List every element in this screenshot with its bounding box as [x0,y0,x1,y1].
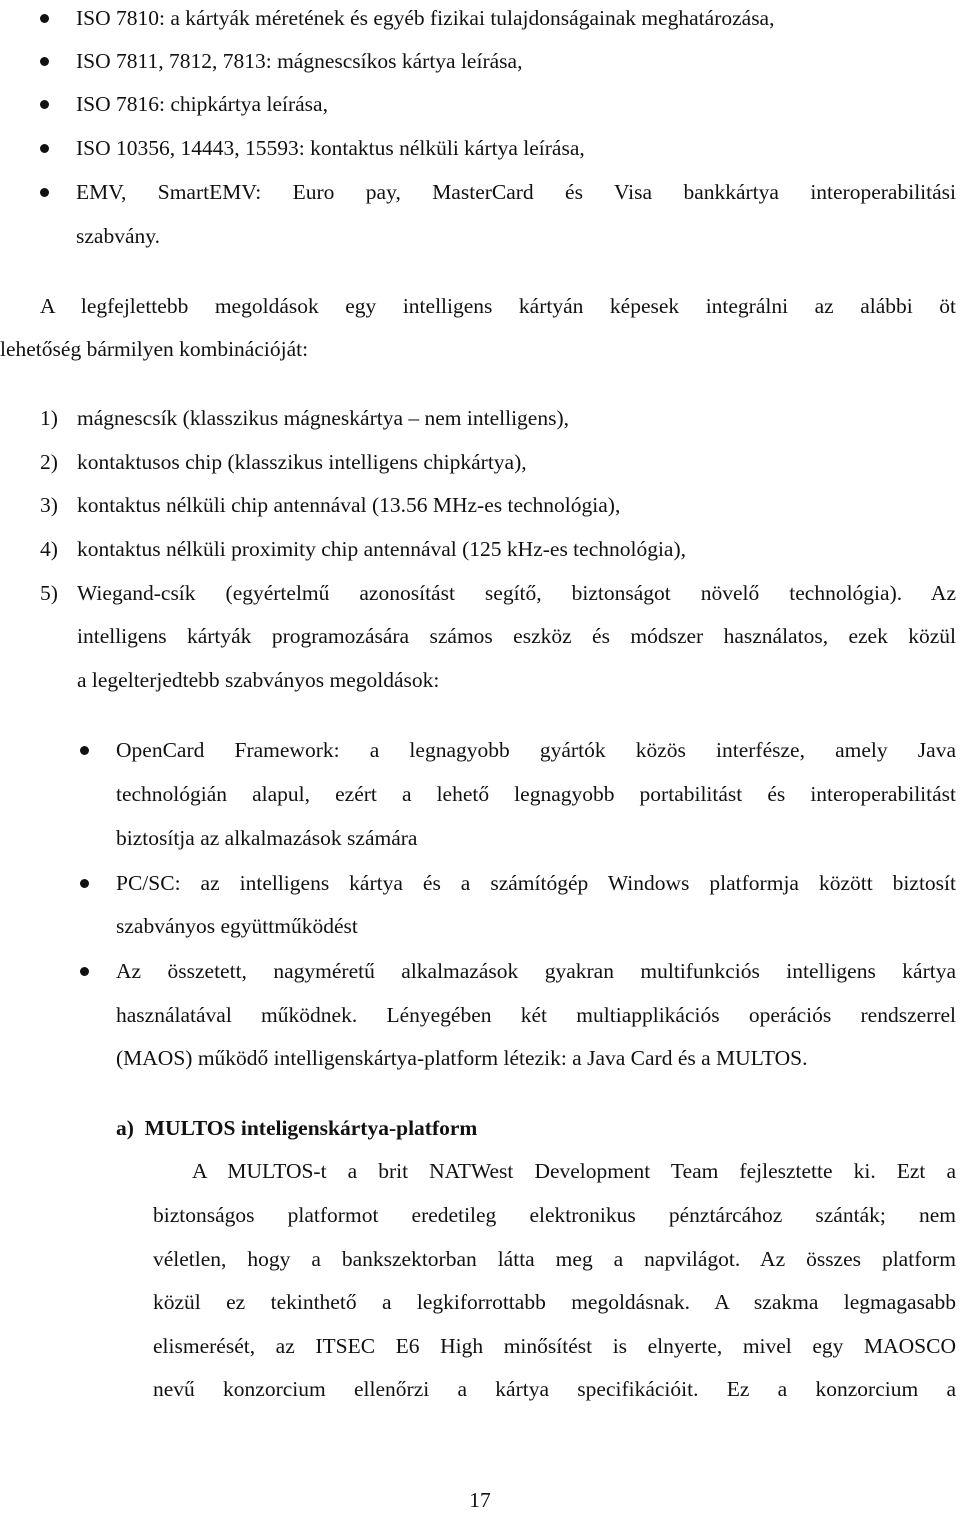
list-number: 4) [40,537,58,561]
paragraph-line: A MULTOS-t a brit NATWest Development Team fejlesztette ki. Ezt a [192,1159,956,1183]
bullet-icon [40,144,49,153]
bullet-icon [80,746,89,755]
list-item: PC/SC: az intelligens kártya és a számítógép Windows platformja között biztosít [116,871,956,895]
list-number: 2) [40,450,58,474]
list-item-continuation: biztosítja az alkalmazások számára [116,826,418,850]
list-item-continuation: használatával működnek. Lényegében két multiapplikációs operációs rendszerrel [116,1003,956,1027]
list-item-continuation: szabványos együttműködést [116,914,358,938]
bullet-icon [80,967,89,976]
list-number: 5) [40,581,58,605]
list-item: ISO 7816: chipkártya leírása, [76,92,328,116]
list-item-continuation: technológián alapul, ezért a lehető legnagyobb portabilitást és interoperabilitást [116,782,956,806]
bullet-icon [40,188,49,197]
bullet-icon [40,14,49,23]
list-item: Az összetett, nagyméretű alkalmazások gyakran multifunkciós intelligens kártya [116,959,956,983]
list-item-continuation: intelligens kártyák programozására számos eszköz és módszer használatos, ezek közül [77,624,956,648]
list-item: ISO 7810: a kártyák méretének és egyéb fizikai tulajdonságainak meghatározása, [76,6,775,30]
list-number: 3) [40,493,58,517]
list-item-continuation: (MAOS) működő intelligenskártya-platform létezik: a Java Card és a MULTOS. [116,1046,808,1070]
paragraph-line: elismerését, az ITSEC E6 High minősítést is elnyerte, mivel egy MAOSCO [153,1334,956,1358]
paragraph-line: biztonságos platformot eredetileg elektronikus pénztárcához szánták; nem [153,1203,956,1227]
list-number: 1) [40,406,58,430]
paragraph-line: lehetőség bármilyen kombinációját: [0,337,309,361]
list-item: ISO 10356, 14443, 15593: kontaktus nélküli kártya leírása, [76,136,585,160]
list-item: ISO 7811, 7812, 7813: mágnescsíkos kártya leírása, [76,49,523,73]
bullet-icon [40,57,49,66]
list-item-continuation: szabvány. [76,224,160,248]
paragraph-line: A legfejlettebb megoldások egy intelligens kártyán képesek integrálni az alábbi öt [40,294,956,318]
list-item-continuation: a legelterjedtebb szabványos megoldások: [77,668,440,692]
paragraph-line: véletlen, hogy a bankszektorban látta meg a napvilágot. Az összes platform [153,1247,956,1271]
list-item: mágnescsík (klasszikus mágneskártya – nem intelligens), [77,406,569,430]
paragraph-line: nevű konzorcium ellenőrzi a kártya specifikációit. Ez a konzorcium a [153,1377,956,1401]
list-item: Wiegand-csík (egyértelmű azonosítást segítő, biztonságot növelő technológia). Az [77,581,956,605]
bullet-icon [40,100,49,109]
bullet-icon [80,879,89,888]
section-heading: a) MULTOS inteligenskártya-platform [116,1116,478,1140]
list-item: kontaktus nélküli proximity chip antennával (125 kHz-es technológia), [77,537,687,561]
list-item: kontaktusos chip (klasszikus intelligens chipkártya), [77,450,527,474]
page-number: 17 [469,1488,491,1512]
list-item: kontaktus nélküli chip antennával (13.56 MHz-es technológia), [77,493,621,517]
paragraph-line: közül ez tekinthető a legkiforrottabb megoldásnak. A szakma legmagasabb [153,1290,956,1314]
list-item: OpenCard Framework: a legnagyobb gyártók közös interfésze, amely Java [116,738,956,762]
list-item: EMV, SmartEMV: Euro pay, MasterCard és Visa bankkártya interoperabilitási [76,180,956,204]
